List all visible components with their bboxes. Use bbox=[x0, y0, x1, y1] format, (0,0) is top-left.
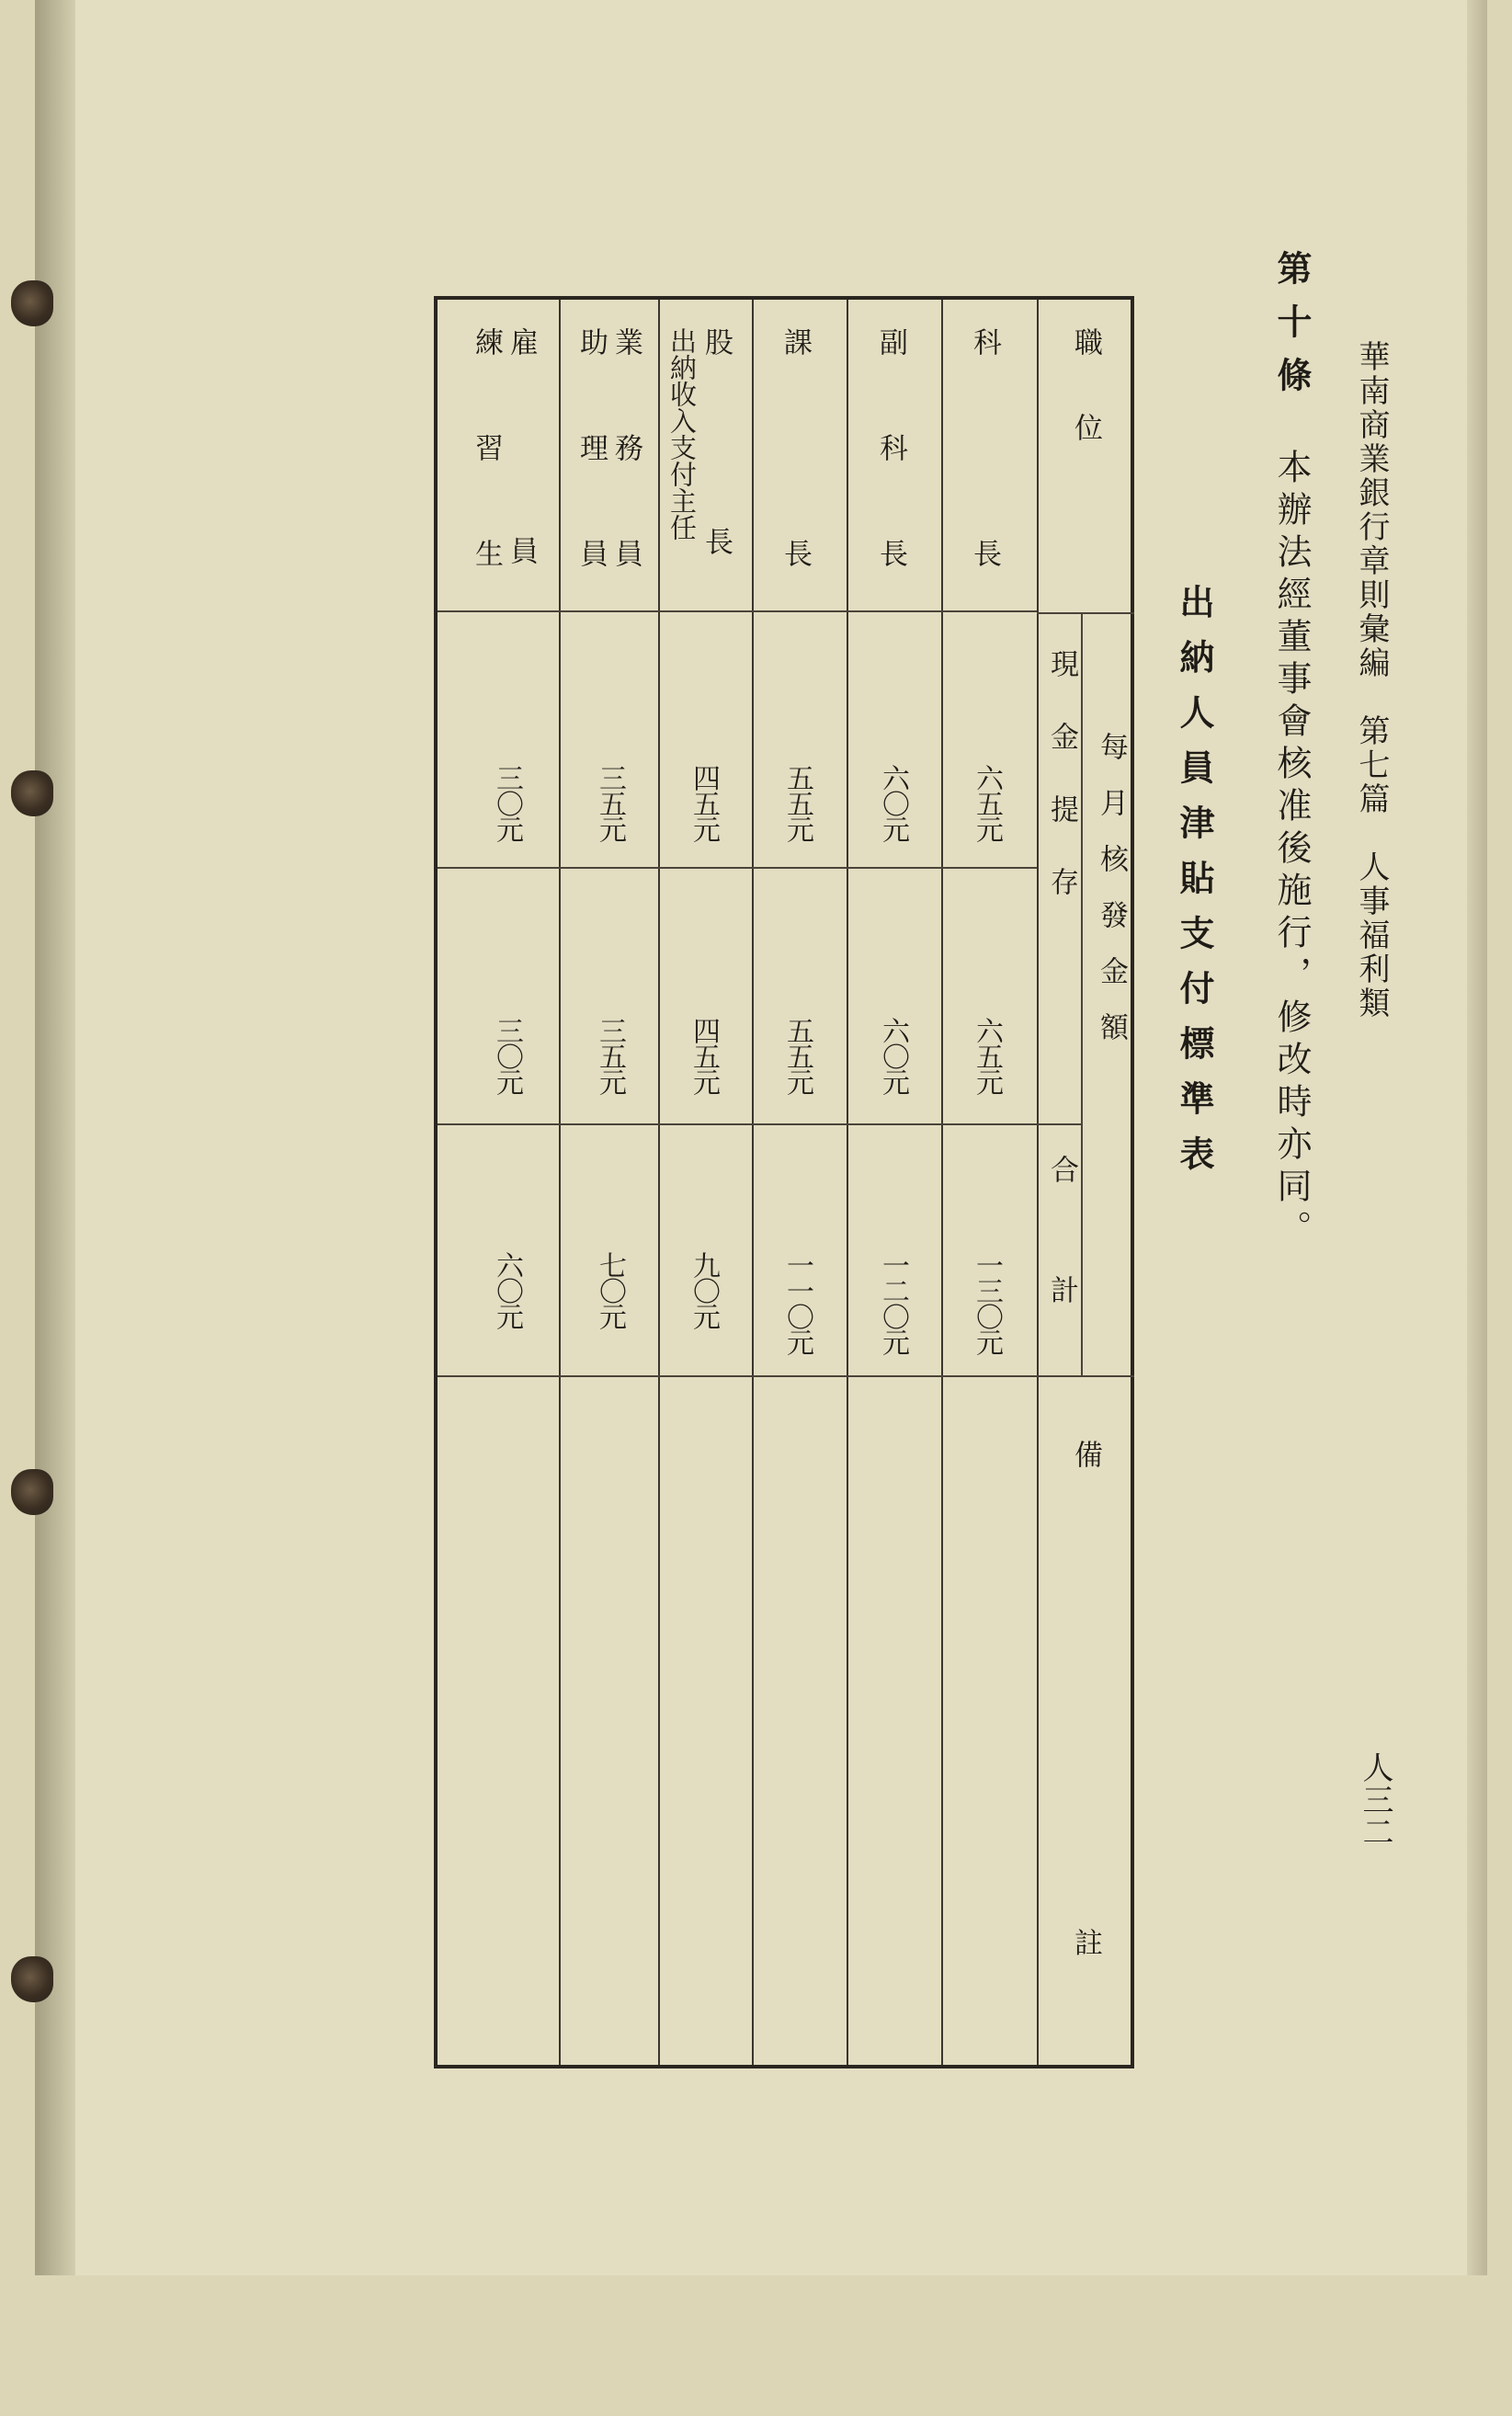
cell-total: 一一〇元 bbox=[781, 1251, 813, 1354]
binding-stitch bbox=[11, 1469, 53, 1515]
cell-total: 七〇元 bbox=[594, 1251, 626, 1328]
cell-total: 一三〇元 bbox=[971, 1251, 1003, 1354]
column-divider bbox=[559, 300, 561, 2065]
article-label: 第十條 bbox=[1271, 250, 1313, 410]
row-position: 課 bbox=[779, 327, 812, 356]
row-position: 股長 bbox=[699, 327, 733, 726]
row-position: 科 bbox=[968, 327, 1001, 530]
row-position: 副 bbox=[874, 327, 907, 356]
header-monthly-amount: 每月核發金額 bbox=[1095, 732, 1128, 1068]
allowance-table bbox=[434, 296, 1134, 2416]
row-position: 長 bbox=[779, 539, 812, 567]
row-divider bbox=[438, 1375, 1037, 1377]
binding-stitch bbox=[11, 280, 53, 326]
row-position: 助理員 bbox=[574, 327, 608, 644]
cell-reserve: 三五元 bbox=[594, 1017, 626, 1094]
row-position: 出納收入支付主任 bbox=[666, 327, 698, 541]
page-number: 人三二 bbox=[1357, 1751, 1393, 1848]
column-divider bbox=[941, 300, 943, 2065]
page-edge bbox=[1467, 0, 1487, 2275]
cell-reserve: 五五元 bbox=[781, 1017, 813, 1094]
header-total: 合計 bbox=[1045, 1155, 1078, 1396]
row-divider bbox=[438, 1123, 1037, 1125]
row-position: 練習生 bbox=[470, 327, 503, 644]
cell-reserve: 六五元 bbox=[971, 1017, 1003, 1094]
header-divider bbox=[1037, 1123, 1083, 1125]
binding-stitch bbox=[11, 1956, 53, 2002]
header-remarks: 備註 bbox=[1069, 1440, 1102, 2416]
header-divider bbox=[1037, 612, 1134, 614]
column-divider bbox=[847, 300, 848, 2065]
cell-total: 六〇元 bbox=[491, 1251, 523, 1328]
row-position: 長 bbox=[968, 539, 1001, 567]
article-text: 本辦法經董事會核准後施行，修改時亦同。 bbox=[1271, 449, 1312, 1252]
header-position: 職位 bbox=[1069, 327, 1102, 498]
column-divider bbox=[658, 300, 660, 2065]
header-divider bbox=[1081, 612, 1083, 1375]
cell-reserve: 三〇元 bbox=[491, 1017, 523, 1094]
row-position: 業務員 bbox=[609, 327, 642, 644]
cell-reserve: 六〇元 bbox=[877, 1017, 909, 1094]
cell-reserve: 四五元 bbox=[688, 1017, 720, 1094]
row-position: 雇員 bbox=[505, 327, 538, 745]
column-divider bbox=[1037, 300, 1039, 2065]
cell-total: 九〇元 bbox=[688, 1251, 720, 1328]
cell-cash: 三〇元 bbox=[491, 764, 523, 841]
cell-cash: 六五元 bbox=[971, 764, 1003, 841]
header-cash-reserve: 現金提存 bbox=[1045, 649, 1078, 940]
cell-cash: 六〇元 bbox=[877, 764, 909, 841]
running-head: 華南商業銀行章則彙編 第七篇 人事福利類 bbox=[1353, 340, 1390, 1020]
article-10 bbox=[1267, 250, 1317, 1252]
column-divider bbox=[752, 300, 754, 2065]
binding-gutter bbox=[35, 0, 75, 2275]
cell-cash: 四五元 bbox=[688, 764, 720, 841]
row-position: 科 bbox=[874, 433, 907, 462]
row-position: 長 bbox=[874, 539, 907, 567]
binding-stitch bbox=[11, 770, 53, 816]
cell-cash: 三五元 bbox=[594, 764, 626, 841]
cell-cash: 五五元 bbox=[781, 764, 813, 841]
cell-total: 一二〇元 bbox=[877, 1251, 909, 1354]
row-divider bbox=[438, 867, 1037, 869]
table-title: 出納人員津貼支付標準表 bbox=[1174, 584, 1215, 1191]
